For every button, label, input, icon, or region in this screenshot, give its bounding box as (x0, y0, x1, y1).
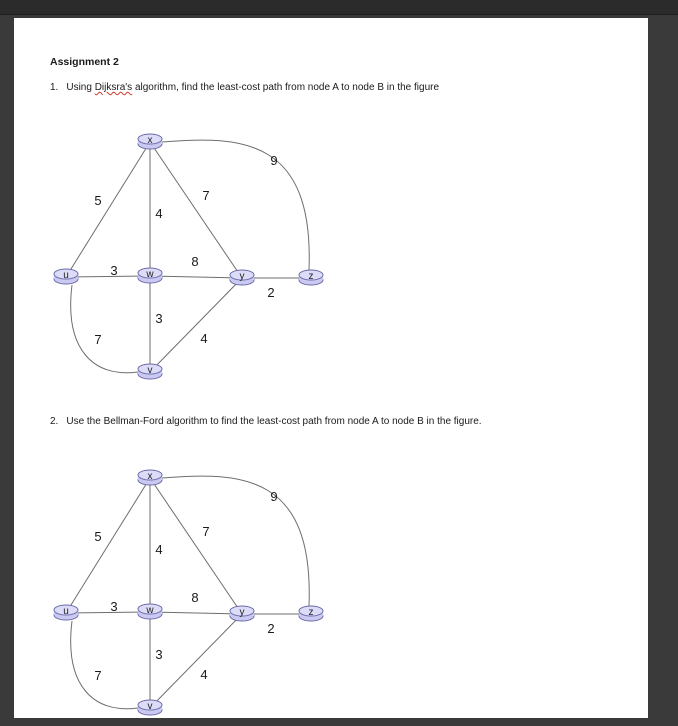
router-label-v: v (147, 365, 153, 376)
edge-weight-x-w: 4 (155, 206, 163, 221)
router-label-u: u (63, 606, 69, 617)
document-page (14, 18, 648, 718)
router-label-v: v (147, 701, 153, 712)
edge-weight-v-y: 4 (200, 667, 208, 682)
edge-u-v (71, 621, 138, 709)
router-node-v (138, 364, 162, 379)
router-label-x: x (147, 471, 153, 482)
router-label-z: z (308, 271, 314, 282)
edge-u-x (66, 478, 150, 613)
router-label-w: w (146, 605, 154, 616)
question-1 (50, 82, 439, 93)
router-label-z: z (308, 607, 314, 618)
router-node-u (54, 269, 78, 284)
edge-weight-w-y: 8 (191, 590, 199, 605)
router-node-x (138, 134, 162, 149)
router-node-u (54, 605, 78, 620)
edge-v-y (150, 278, 242, 372)
edge-weight-w-v: 3 (155, 311, 163, 326)
question-1-number: 1. (50, 82, 59, 93)
question-1-misspelled-word: Dijksra's (94, 82, 133, 93)
question-2-text: Use the Bellman-Ford algorithm to find the least-cost path from node A to node B in the figure. (66, 416, 482, 427)
edge-weight-u-w: 3 (110, 263, 118, 278)
router-node-w (138, 268, 162, 283)
edge-weight-w-y: 8 (191, 254, 199, 269)
network-graph-1 (14, 100, 648, 400)
edge-weight-x-y: 7 (202, 524, 210, 539)
edge-u-w (66, 276, 150, 277)
router-node-y (230, 606, 254, 621)
edge-weight-v-y: 4 (200, 331, 208, 346)
edge-x-z (162, 140, 309, 270)
router-node-z (299, 270, 323, 285)
router-label-x: x (147, 135, 153, 146)
edge-weight-x-y: 7 (202, 188, 210, 203)
edge-u-x (66, 142, 150, 277)
edge-w-y (150, 276, 242, 278)
edge-weight-u-w: 3 (110, 599, 118, 614)
edge-v-y (150, 614, 242, 708)
question-1-text-after: algorithm, find the least-cost path from node A to node B in the figure (132, 82, 440, 93)
question-2 (50, 416, 482, 427)
edge-w-y (150, 612, 242, 614)
edge-weight-w-v: 3 (155, 647, 163, 662)
edge-weight-y-z: 2 (267, 285, 275, 300)
edge-x-z (162, 476, 309, 606)
router-label-u: u (63, 270, 69, 281)
question-1-text-before: Using (66, 82, 95, 93)
edge-weight-x-z: 9 (270, 489, 278, 504)
viewer-right-margin (648, 18, 678, 700)
viewer-top-bar (0, 0, 678, 15)
edge-weight-x-z: 9 (270, 153, 278, 168)
router-node-w (138, 604, 162, 619)
router-node-v (138, 700, 162, 715)
router-label-y: y (239, 271, 245, 282)
edge-weight-u-x: 5 (94, 529, 102, 544)
router-node-y (230, 270, 254, 285)
router-node-x (138, 470, 162, 485)
edge-u-w (66, 612, 150, 613)
network-graph-2 (14, 436, 648, 726)
edge-weight-u-x: 5 (94, 193, 102, 208)
router-label-y: y (239, 607, 245, 618)
edge-weight-y-z: 2 (267, 621, 275, 636)
edge-weight-u-v: 7 (94, 668, 102, 683)
assignment-heading: Assignment 2 (50, 56, 119, 68)
question-2-number: 2. (50, 416, 59, 427)
router-node-z (299, 606, 323, 621)
edge-weight-u-v: 7 (94, 332, 102, 347)
router-label-w: w (146, 269, 154, 280)
edge-weight-x-w: 4 (155, 542, 163, 557)
edge-u-v (71, 285, 138, 373)
